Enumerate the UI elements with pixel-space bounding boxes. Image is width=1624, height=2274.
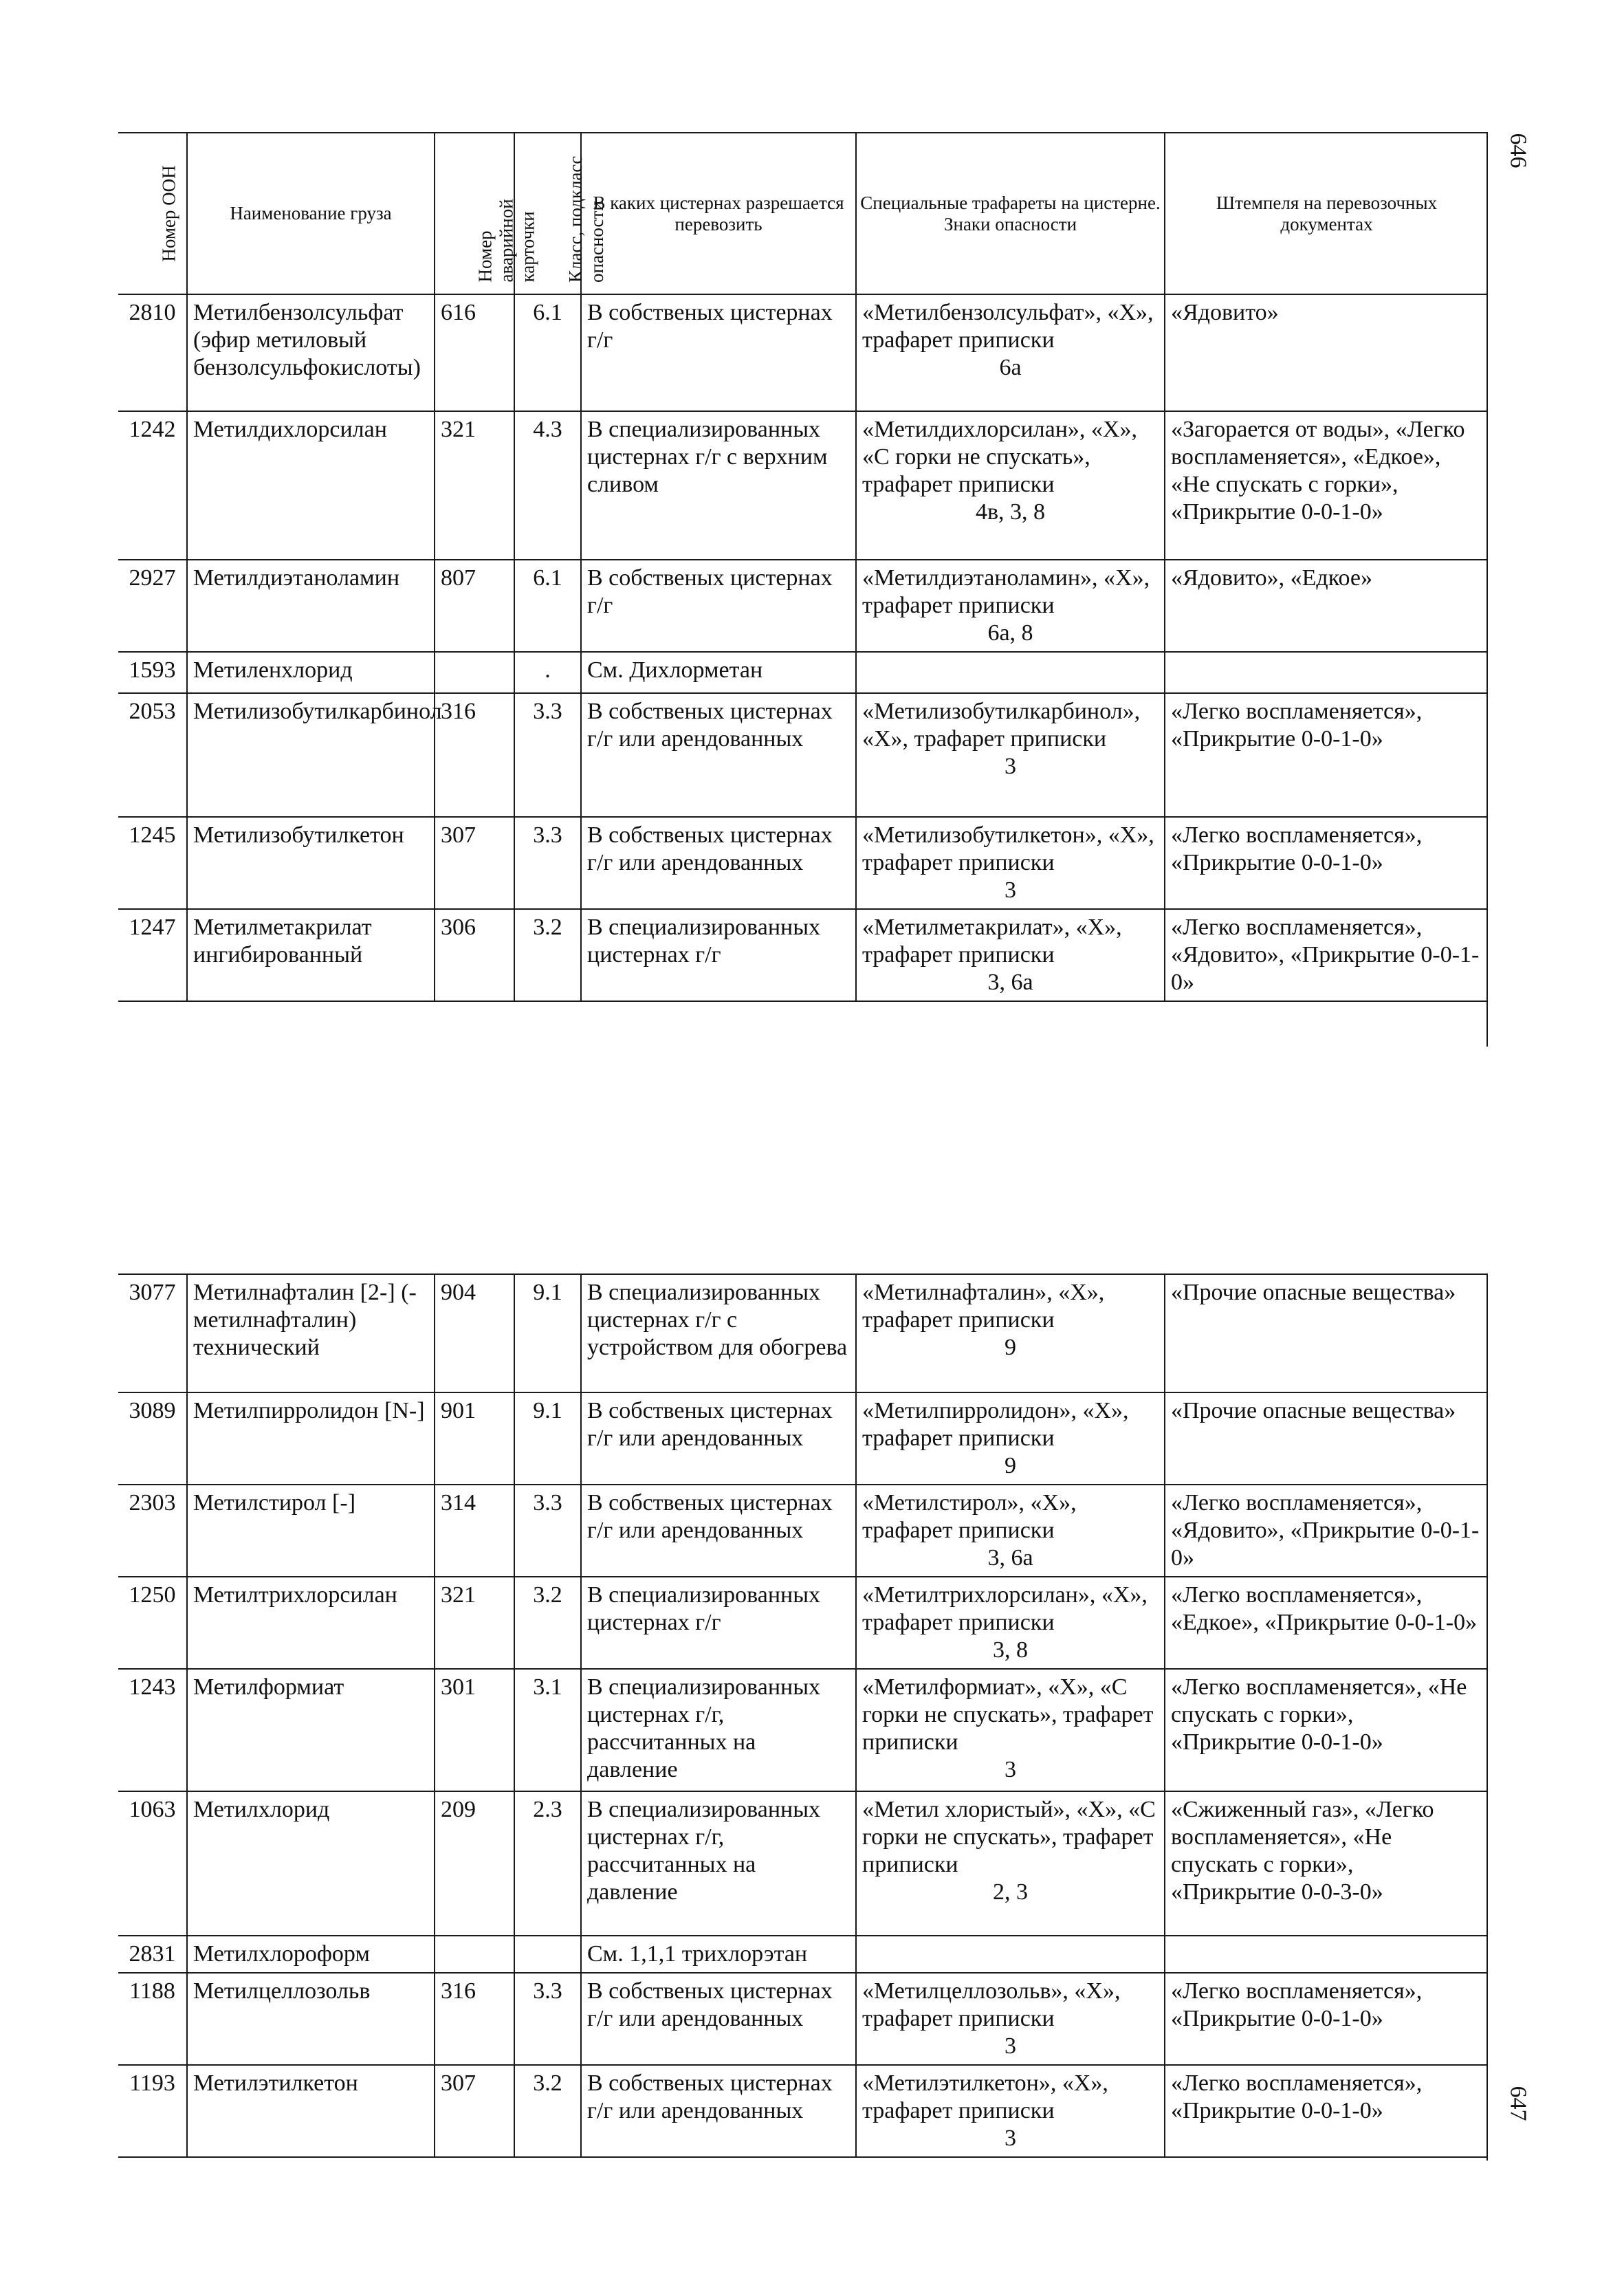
emergency-card-cell: 306 (435, 909, 514, 1001)
cargo-name-cell: Метилизобутилкетон (187, 817, 435, 909)
cargo-name-cell: Метиленхлорид (187, 652, 435, 693)
table-row (118, 2065, 1488, 2157)
document-stamps-cell (1165, 652, 1488, 693)
cargo-name-cell: Метилдиэтаноламин (187, 560, 435, 652)
tank-types-cell: В собственых цистернах г/г или арендованных (581, 1392, 856, 1485)
page-number-bottom: 647 (1505, 2086, 1531, 2121)
cargo-name-cell: Метилхлороформ (187, 1936, 435, 1973)
tank-types-cell: В собственых цистернах г/г или арендованных (581, 2065, 856, 2157)
cargo-name-cell: Метилбензолсульфат (эфир метиловый бензолсульфокислоты) (187, 294, 435, 411)
tank-types-cell: В специализированных цистернах г/г с верхним сливом (581, 411, 856, 560)
stencils-cell: «Метилнафталин», «Х», трафарет приписки 9 (856, 1274, 1165, 1392)
cargo-name-cell: Метилформиат (187, 1669, 435, 1791)
un-number-cell: 1245 (118, 817, 187, 909)
stencils-cell: «Метилцеллозольв», «Х», трафарет приписки 3 (856, 1973, 1165, 2065)
tank-types-cell: В специализированных цистернах г/г, рассчитанных на давление (581, 1791, 856, 1936)
hazard-class-cell: 6.1 (514, 560, 581, 652)
table-row (118, 1669, 1488, 1791)
table-row (118, 1392, 1488, 1485)
cargo-name-cell: Метилтрихлорсилан (187, 1577, 435, 1669)
document-stamps-cell: «Легко воспламеняется», «Едкое», «Прикрытие 0-0-1-0» (1165, 1577, 1488, 1669)
document-stamps-cell: «Легко воспламеняется», «Не спускать с горки», «Прикрытие 0-0-1-0» (1165, 1669, 1488, 1791)
hazard-class-cell: 3.3 (514, 693, 581, 817)
document-stamps-cell: «Легко воспламеняется», «Прикрытие 0-0-1-0» (1165, 817, 1488, 909)
document-stamps-cell: «Легко воспламеняется», «Прикрытие 0-0-1-0» (1165, 693, 1488, 817)
hazard-sign-codes: 6а, 8 (987, 620, 1033, 646)
document-stamps-cell: «Ядовито» (1165, 294, 1488, 411)
cargo-name-cell: Метилнафталин [2-] (-метилнафталин) технический (187, 1274, 435, 1392)
emergency-card-cell: 307 (435, 817, 514, 909)
un-number-cell: 1247 (118, 909, 187, 1001)
table-row (118, 1485, 1488, 1577)
table-body-top (118, 294, 1488, 1001)
header-document-stamps: Штемпеля на перевозочных документах (1165, 133, 1488, 294)
tank-types-cell: В собственых цистернах г/г или арендованных (581, 1973, 856, 2065)
tank-types-cell: В специализированных цистернах г/г с устройством для обогрева (581, 1274, 856, 1392)
header-un-number: Номер ООН (118, 133, 187, 294)
document-stamps-cell: «Ядовито», «Едкое» (1165, 560, 1488, 652)
hazard-sign-codes: 3 (1005, 2033, 1016, 2059)
hazard-sign-codes: 3 (1005, 2125, 1016, 2151)
tank-types-cell: В специализированных цистернах г/г (581, 1577, 856, 1669)
tank-types-cell: В собственых цистернах г/г (581, 294, 856, 411)
hazard-sign-codes: 2, 3 (993, 1879, 1028, 1905)
cargo-table-top (118, 132, 1488, 1002)
tank-types-cell: В специализированных цистернах г/г, рассчитанных на давление (581, 1669, 856, 1791)
un-number-cell: 2831 (118, 1936, 187, 1973)
header-stencils: Специальные трафареты на цистерне. Знаки опасности (856, 133, 1165, 294)
table-row (118, 1936, 1488, 1973)
hazard-sign-codes: 4в, 3, 8 (975, 499, 1046, 525)
hazard-class-cell: 3.1 (514, 1669, 581, 1791)
emergency-card-cell: 301 (435, 1669, 514, 1791)
document-stamps-cell: «Прочие опасные вещества» (1165, 1392, 1488, 1485)
hazard-class-cell: 9.1 (514, 1274, 581, 1392)
un-number-cell: 3077 (118, 1274, 187, 1392)
document-stamps-cell: «Загорается от воды», «Легко воспламеняется», «Едкое», «Не спускать с горки», «Прикрытие 0-0-1-0» (1165, 411, 1488, 560)
emergency-card-cell: 316 (435, 1973, 514, 2065)
emergency-card-cell: 807 (435, 560, 514, 652)
emergency-card-cell: 321 (435, 411, 514, 560)
un-number-cell: 2053 (118, 693, 187, 817)
hazard-sign-codes: 3, 8 (993, 1637, 1028, 1663)
emergency-card-cell: 901 (435, 1392, 514, 1485)
table-row (118, 693, 1488, 817)
tank-types-cell: См. Дихлорметан (581, 652, 856, 693)
hazard-sign-codes: 3 (1005, 1757, 1016, 1782)
hazard-class-cell: 3.2 (514, 909, 581, 1001)
hazard-sign-codes: 3 (1005, 877, 1016, 903)
document-stamps-cell: «Прочие опасные вещества» (1165, 1274, 1488, 1392)
tank-types-cell: В собственых цистернах г/г или арендованных (581, 1485, 856, 1577)
hazard-sign-codes: 3 (1005, 754, 1016, 779)
document-stamps-cell: «Сжиженный газ», «Легко воспламеняется», «Не спускать с горки», «Прикрытие 0-0-3-0» (1165, 1791, 1488, 1936)
emergency-card-cell (435, 652, 514, 693)
hazard-class-cell: 3.2 (514, 1577, 581, 1669)
hazard-class-cell (514, 1936, 581, 1973)
table-row (118, 652, 1488, 693)
un-number-cell: 2303 (118, 1485, 187, 1577)
cargo-name-cell: Метилэтилкетон (187, 2065, 435, 2157)
emergency-card-cell: 321 (435, 1577, 514, 1669)
stencils-cell: «Метилэтилкетон», «Х», трафарет приписки 3 (856, 2065, 1165, 2157)
cargo-name-cell: Метилстирол [-] (187, 1485, 435, 1577)
tank-types-cell: В собственых цистернах г/г или арендованных (581, 817, 856, 909)
emergency-card-cell: 616 (435, 294, 514, 411)
emergency-card-cell: 904 (435, 1274, 514, 1392)
table-row (118, 411, 1488, 560)
table-row (118, 817, 1488, 909)
table-row (118, 560, 1488, 652)
table-row (118, 1577, 1488, 1669)
table-body-bottom (118, 1274, 1488, 2157)
table-row (118, 294, 1488, 411)
stencils-cell: «Метилбензолсульфат», «Х», трафарет приписки 6а (856, 294, 1165, 411)
emergency-card-cell: 314 (435, 1485, 514, 1577)
stencils-cell: «Метилтрихлорсилан», «Х», трафарет приписки 3, 8 (856, 1577, 1165, 1669)
hazard-class-cell: 3.3 (514, 1485, 581, 1577)
document-stamps-cell: «Легко воспламеняется», «Прикрытие 0-0-1-0» (1165, 2065, 1488, 2157)
table-row (118, 909, 1488, 1001)
header-tank-types: В каких цистернах разрешается перевозить (581, 133, 856, 294)
hazard-class-cell: 4.3 (514, 411, 581, 560)
tank-types-cell: См. 1,1,1 трихлорэтан (581, 1936, 856, 1973)
hazard-sign-codes: 9 (1005, 1453, 1016, 1478)
cargo-name-cell: Метилхлорид (187, 1791, 435, 1936)
cargo-name-cell: Метилизобутилкарбинол (187, 693, 435, 817)
table-row (118, 1274, 1488, 1392)
un-number-cell: 1242 (118, 411, 187, 560)
emergency-card-cell: 316 (435, 693, 514, 817)
document-stamps-cell: «Легко воспламеняется», «Ядовито», «Прикрытие 0-0-1-0» (1165, 1485, 1488, 1577)
emergency-card-cell (435, 1936, 514, 1973)
stencils-cell (856, 1936, 1165, 1973)
stencils-cell: «Метилпирролидон», «Х», трафарет приписки 9 (856, 1392, 1165, 1485)
table-row (118, 1791, 1488, 1936)
document-stamps-cell: «Легко воспламеняется», «Прикрытие 0-0-1-0» (1165, 1973, 1488, 2065)
cargo-name-cell: Метилцеллозольв (187, 1973, 435, 2065)
stencils-cell: «Метил хлористый», «Х», «С горки не спускать», трафарет приписки 2, 3 (856, 1791, 1165, 1936)
hazard-sign-codes: 3, 6а (987, 970, 1033, 995)
document-stamps-cell (1165, 1936, 1488, 1973)
stencils-cell: «Метилстирол», «Х», трафарет приписки 3, 6а (856, 1485, 1165, 1577)
un-number-cell: 1243 (118, 1669, 187, 1791)
hazard-class-cell: 3.3 (514, 1973, 581, 2065)
stencils-cell: «Метилдихлорсилан», «Х», «С горки не спускать», трафарет приписки 4в, 3, 8 (856, 411, 1165, 560)
un-number-cell: 3089 (118, 1392, 187, 1485)
tank-types-cell: В специализированных цистернах г/г (581, 909, 856, 1001)
tank-types-cell: В собственых цистернах г/г (581, 560, 856, 652)
hazard-class-cell: 3.3 (514, 817, 581, 909)
stencils-cell: «Метилметакрилат», «Х», трафарет приписки 3, 6а (856, 909, 1165, 1001)
emergency-card-cell: 209 (435, 1791, 514, 1936)
tank-types-cell: В собственых цистернах г/г или арендованных (581, 693, 856, 817)
header-emergency-card: Номер аварийной карточки (435, 133, 514, 294)
un-number-cell: 1593 (118, 652, 187, 693)
un-number-cell: 2810 (118, 294, 187, 411)
un-number-cell: 1188 (118, 1973, 187, 2065)
stencils-cell: «Метилформиат», «Х», «С горки не спускать», трафарет приписки 3 (856, 1669, 1165, 1791)
hazard-class-cell: 9.1 (514, 1392, 581, 1485)
stencils-cell: «Метилдиэтаноламин», «Х», трафарет приписки 6а, 8 (856, 560, 1165, 652)
hazard-class-cell: 2.3 (514, 1791, 581, 1936)
table-row (118, 1973, 1488, 2065)
cargo-name-cell: Метилметакрилат ингибированный (187, 909, 435, 1001)
table-header-row (118, 133, 1488, 294)
un-number-cell: 2927 (118, 560, 187, 652)
un-number-cell: 1250 (118, 1577, 187, 1669)
page-number-top: 646 (1505, 133, 1531, 168)
emergency-card-cell: 307 (435, 2065, 514, 2157)
hazard-sign-codes: 9 (1005, 1335, 1016, 1360)
hazard-sign-codes: 6а (999, 355, 1022, 380)
hazard-class-cell: 3.2 (514, 2065, 581, 2157)
stencils-cell: «Метилизобутилкарбинол», «Х», трафарет приписки 3 (856, 693, 1165, 817)
header-cargo-name: Наименование груза (187, 133, 435, 294)
un-number-cell: 1193 (118, 2065, 187, 2157)
header-hazard-class: Класс, подкласс опасности (514, 133, 581, 294)
stencils-cell (856, 652, 1165, 693)
cargo-name-cell: Метилпирролидон [N-] (187, 1392, 435, 1485)
hazard-sign-codes: 3, 6а (987, 1545, 1033, 1571)
cargo-name-cell: Метилдихлорсилан (187, 411, 435, 560)
un-number-cell: 1063 (118, 1791, 187, 1936)
stencils-cell: «Метилизобутилкетон», «Х», трафарет приписки 3 (856, 817, 1165, 909)
hazard-class-cell: 6.1 (514, 294, 581, 411)
document-stamps-cell: «Легко воспламеняется», «Ядовито», «Прикрытие 0-0-1-0» (1165, 909, 1488, 1001)
hazard-class-cell: . (514, 652, 581, 693)
cargo-table-bottom (118, 1273, 1488, 2158)
